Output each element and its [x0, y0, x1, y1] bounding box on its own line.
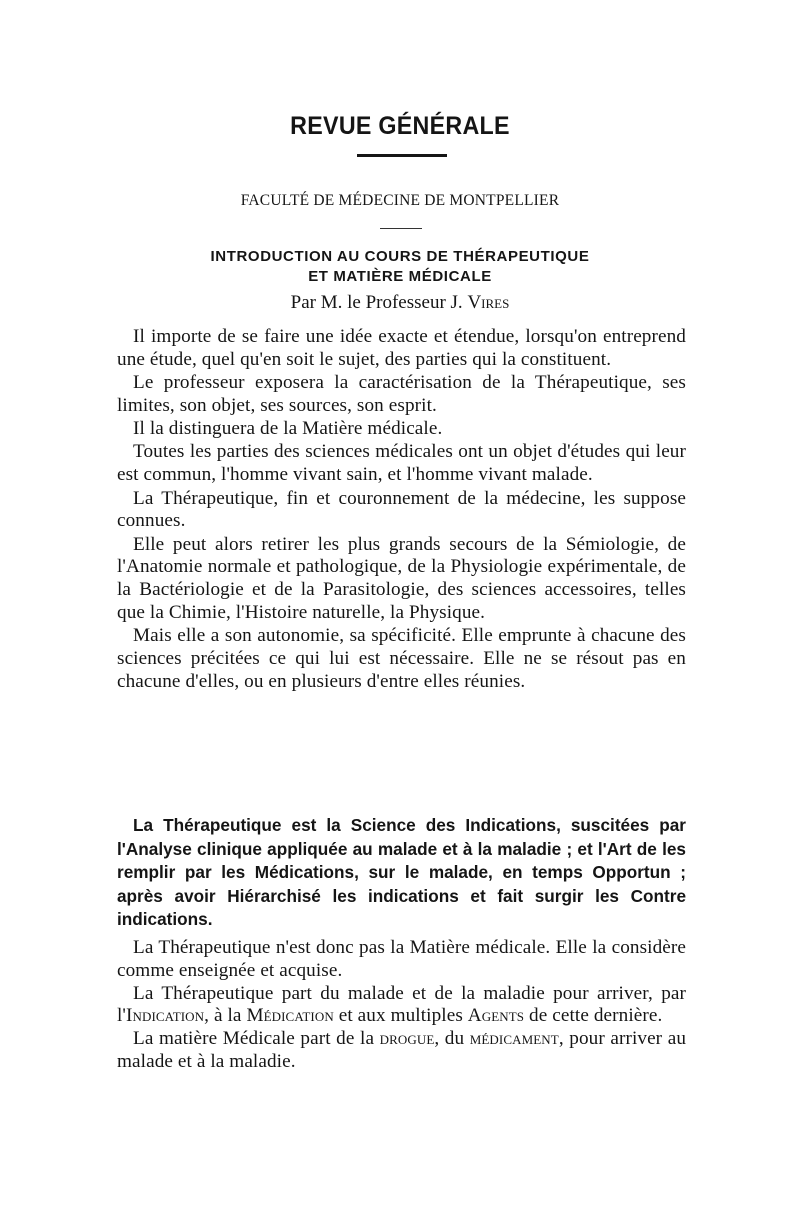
text-run: de cette dernière. — [524, 1005, 663, 1027]
text-run: , à la — [204, 1005, 247, 1027]
closing-text — [117, 937, 686, 1074]
author-line — [0, 292, 800, 314]
text-run: , pour arriver au malade et à la maladie. — [117, 1028, 687, 1072]
text-run: La Thérapeutique part du malade et de la maladie pour arriver, par l' — [117, 982, 686, 1027]
intro-text — [117, 326, 686, 694]
author-name: Vires — [467, 292, 510, 313]
paragraph: Le professeur exposera la caractérisation de la Thérapeutique, ses limites, son objet, ses sources, son esprit. — [117, 372, 686, 416]
term-drogue: drogue — [379, 1028, 435, 1050]
paragraph: Il la distinguera de la Matière médicale. — [133, 418, 443, 440]
paragraph — [117, 1028, 686, 1074]
term-agents: Agents — [467, 1005, 525, 1027]
paragraph: Elle peut alors retirer les plus grands secours de la Sémiologie, de l'Anatomie normale et pathologique, de la Physiologie expérimentale, de la Bactériologie et de la Parasitologie, des sciences accessoires, telles que la Chimie, l'Histoire naturelle, la Physique. — [117, 533, 686, 624]
therapeutics-definition: La Thérapeutique est la Science des Indications, suscitées par l'Analyse clinique appliquée au malade et à la maladie ; et l'Art de les remplir par les Médications, sur le malade, en temps Opportun ; après avoir Hiérarchisé les indications et fait surgir les Contre indications. — [117, 815, 686, 930]
lecture-heading-line-2: ET MATIÈRE MÉDICALE — [308, 268, 492, 285]
paragraph: Toutes les parties des sciences médicales ont un objet d'études qui leur est commun, l'homme vivant sain, et l'homme vivant malade. — [117, 441, 686, 486]
text-run: La matière Médicale part de la — [133, 1028, 380, 1050]
lecture-heading-line-1: INTRODUCTION AU COURS DE THÉRAPEUTIQUE — [210, 248, 590, 265]
text-run: , du — [434, 1028, 470, 1050]
paragraph: La Thérapeutique n'est donc pas la Matière médicale. Elle la considère comme enseignée et acquise. — [117, 937, 686, 981]
paragraph: Il importe de se faire une idée exacte et étendue, lorsqu'on entreprend une étude, quel qu'en soit le sujet, des parties qui la constituent. — [117, 326, 686, 370]
page-title: REVUE GÉNÉRALE — [290, 112, 510, 140]
term-medicament: médicament — [469, 1028, 559, 1050]
paragraph: Mais elle a son autonomie, sa spécificité. Elle emprunte à chacune des sciences précitées ce qui lui est nécessaire. Elle ne se résout pas en chacune d'elles, ou en plusieurs d'entre elles réunies. — [117, 625, 686, 692]
section-divider — [380, 228, 422, 229]
title-divider — [357, 154, 447, 157]
text-run: et aux multiples — [333, 1005, 468, 1027]
paragraph: La Thérapeutique, fin et couronnement de la médecine, les suppose connues. — [117, 487, 686, 532]
faculty-line: FACULTÉ DE MÉDECINE DE MONTPELLIER — [240, 192, 560, 209]
term-indication: Indication — [126, 1005, 205, 1027]
term-medication: Médication — [246, 1005, 334, 1027]
author-prefix: Par M. le Professeur J. — [290, 292, 463, 313]
paragraph — [117, 983, 686, 1029]
